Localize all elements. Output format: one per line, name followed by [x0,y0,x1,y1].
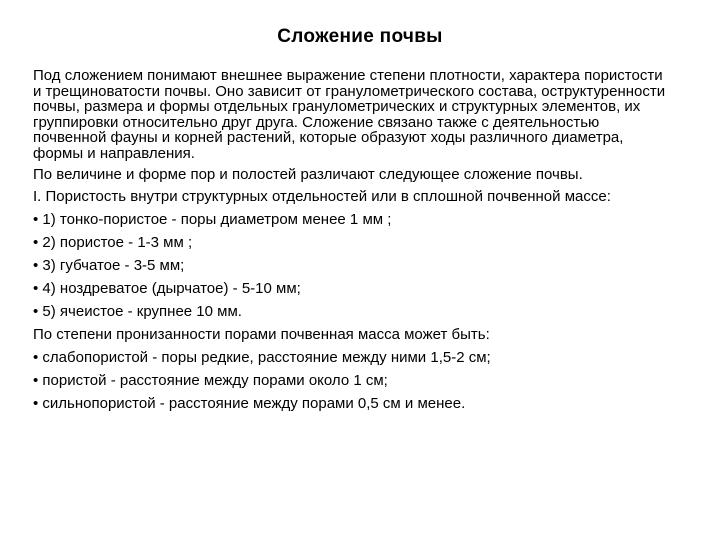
list-item-cellular: • 5) ячеистое - крупнее 10 мм. [33,303,242,320]
slide-title: Сложение почвы [277,26,443,47]
porosity-section-heading: I. Пористость внутри структурных отдельностей или в сплошной почвенной массе: [33,188,611,205]
intro-paragraph: Под сложением понимают внешнее выражение степени плотности, характера пористости и трещиноватости почвы. Оно зависит от гранулометрического состава, оструктуренности почвы, размера и формы отдельных гранулометрических и структурных элементов, их группировки относительно друг друга. Сложение связано также с деятельностью почвенной фауны и корней растений, которые образуют ходы различного диаметра, формы и направления. [33,67,666,162]
list-item-weakly-porous: • слабопористой - поры редкие, расстояние между ними 1,5-2 см; [33,349,491,366]
list-item-porous-spacing: • пористой - расстояние между порами около 1 см; [33,372,388,389]
list-item-holey: • 4) ноздреватое (дырчатое) - 5-10 мм; [33,280,301,297]
penetration-degree-heading: По степени пронизанности порами почвенная масса может быть: [33,326,490,343]
list-item-strongly-porous: • сильнопористой - расстояние между порами 0,5 см и менее. [33,395,466,412]
slide-body [33,68,673,418]
pore-classification-intro: По величине и форме пор и полостей различают следующее сложение почвы. [33,166,583,183]
list-item-fine-porous: • 1) тонко-пористое - поры диаметром менее 1 мм ; [33,211,392,228]
list-item-porous: • 2) пористое - 1-3 мм ; [33,234,193,251]
list-item-spongy: • 3) губчатое - 3-5 мм; [33,257,185,274]
